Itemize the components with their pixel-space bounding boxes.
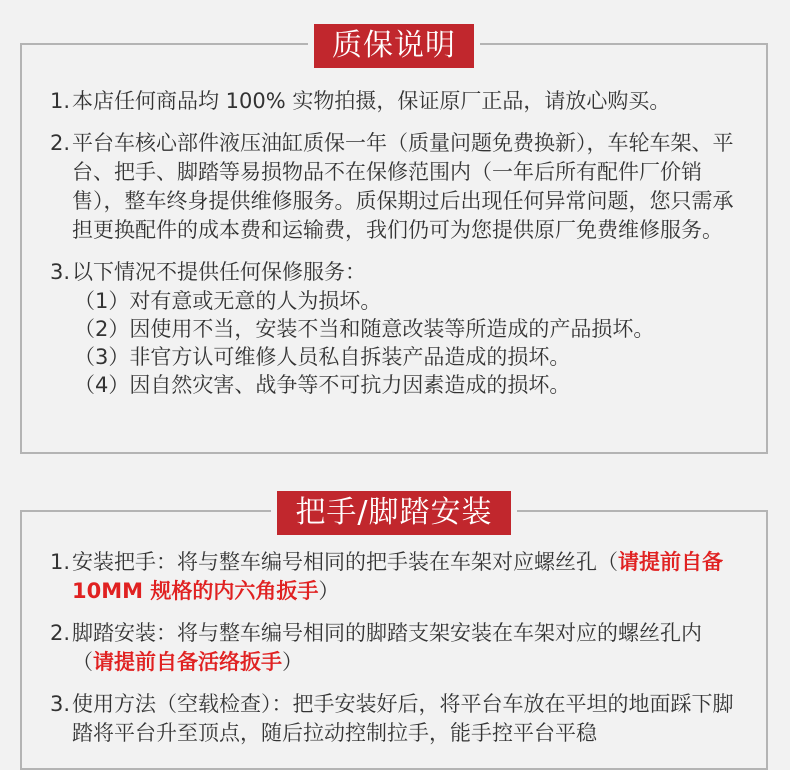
item-number: 3.: [50, 260, 71, 284]
list-item: [50, 619, 740, 677]
item-text: 本店任何商品均 100% 实物拍摄，保证原厂正品，请放心购买。: [72, 89, 671, 113]
list-item: [50, 548, 740, 606]
warranty-section: [20, 28, 768, 454]
item-number: 2.: [50, 131, 71, 155]
item-text: 以下情况不提供任何保修服务：: [72, 260, 366, 284]
highlight-note: 请提前自备 10MM 规格的内六角扳手: [72, 550, 723, 603]
highlight-note: 请提前自备活络扳手: [93, 650, 282, 674]
list-item: [50, 258, 740, 399]
item-text-tail: ）: [282, 650, 303, 674]
item-text: 平台车核心部件液压油缸质保一年（质量问题免费换新），车轮车架、平台、把手、脚踏等易损物品不在保修范围内（一年后所有配件厂价销售），整车终身提供维修服务。质保期过后出现任何异常问题，您只需承担更换配件的成本费和运输费，我们仍可为您提供原厂免费维修服务。: [72, 131, 734, 242]
warranty-list: [50, 87, 740, 412]
list-item: [50, 129, 740, 245]
installation-list: [50, 548, 740, 761]
item-text: 使用方法（空载检查）：把手安装好后，将平台车放在平坦的地面踩下脚踏将平台升至顶点，随后拉动控制拉手，能手控平台平稳: [72, 692, 734, 745]
exclusion-item: （1）对有意或无意的人为损坏。: [74, 289, 382, 313]
installation-title: 把手/脚踏安装: [277, 491, 510, 535]
list-item: [50, 87, 740, 116]
item-number: 1.: [50, 550, 71, 574]
item-text: 脚踏安装：将与整车编号相同的脚踏支架安装在车架对应的螺丝孔内（: [72, 621, 702, 674]
item-number: 2.: [50, 621, 71, 645]
list-item: [50, 690, 740, 748]
exclusion-item: （2）因使用不当，安装不当和随意改装等所造成的产品损坏。: [74, 317, 655, 341]
warranty-title: 质保说明: [314, 24, 474, 68]
exclusion-item: （3）非官方认可维修人员私自拆装产品造成的损坏。: [74, 345, 571, 369]
exclusion-item: （4）因自然灾害、战争等不可抗力因素造成的损坏。: [74, 373, 571, 397]
item-number: 1.: [50, 89, 71, 113]
item-number: 3.: [50, 692, 71, 716]
installation-section: [20, 495, 768, 770]
item-text: 安装把手：将与整车编号相同的把手装在车架对应螺丝孔（: [72, 550, 618, 574]
item-text-tail: ）: [318, 579, 340, 603]
